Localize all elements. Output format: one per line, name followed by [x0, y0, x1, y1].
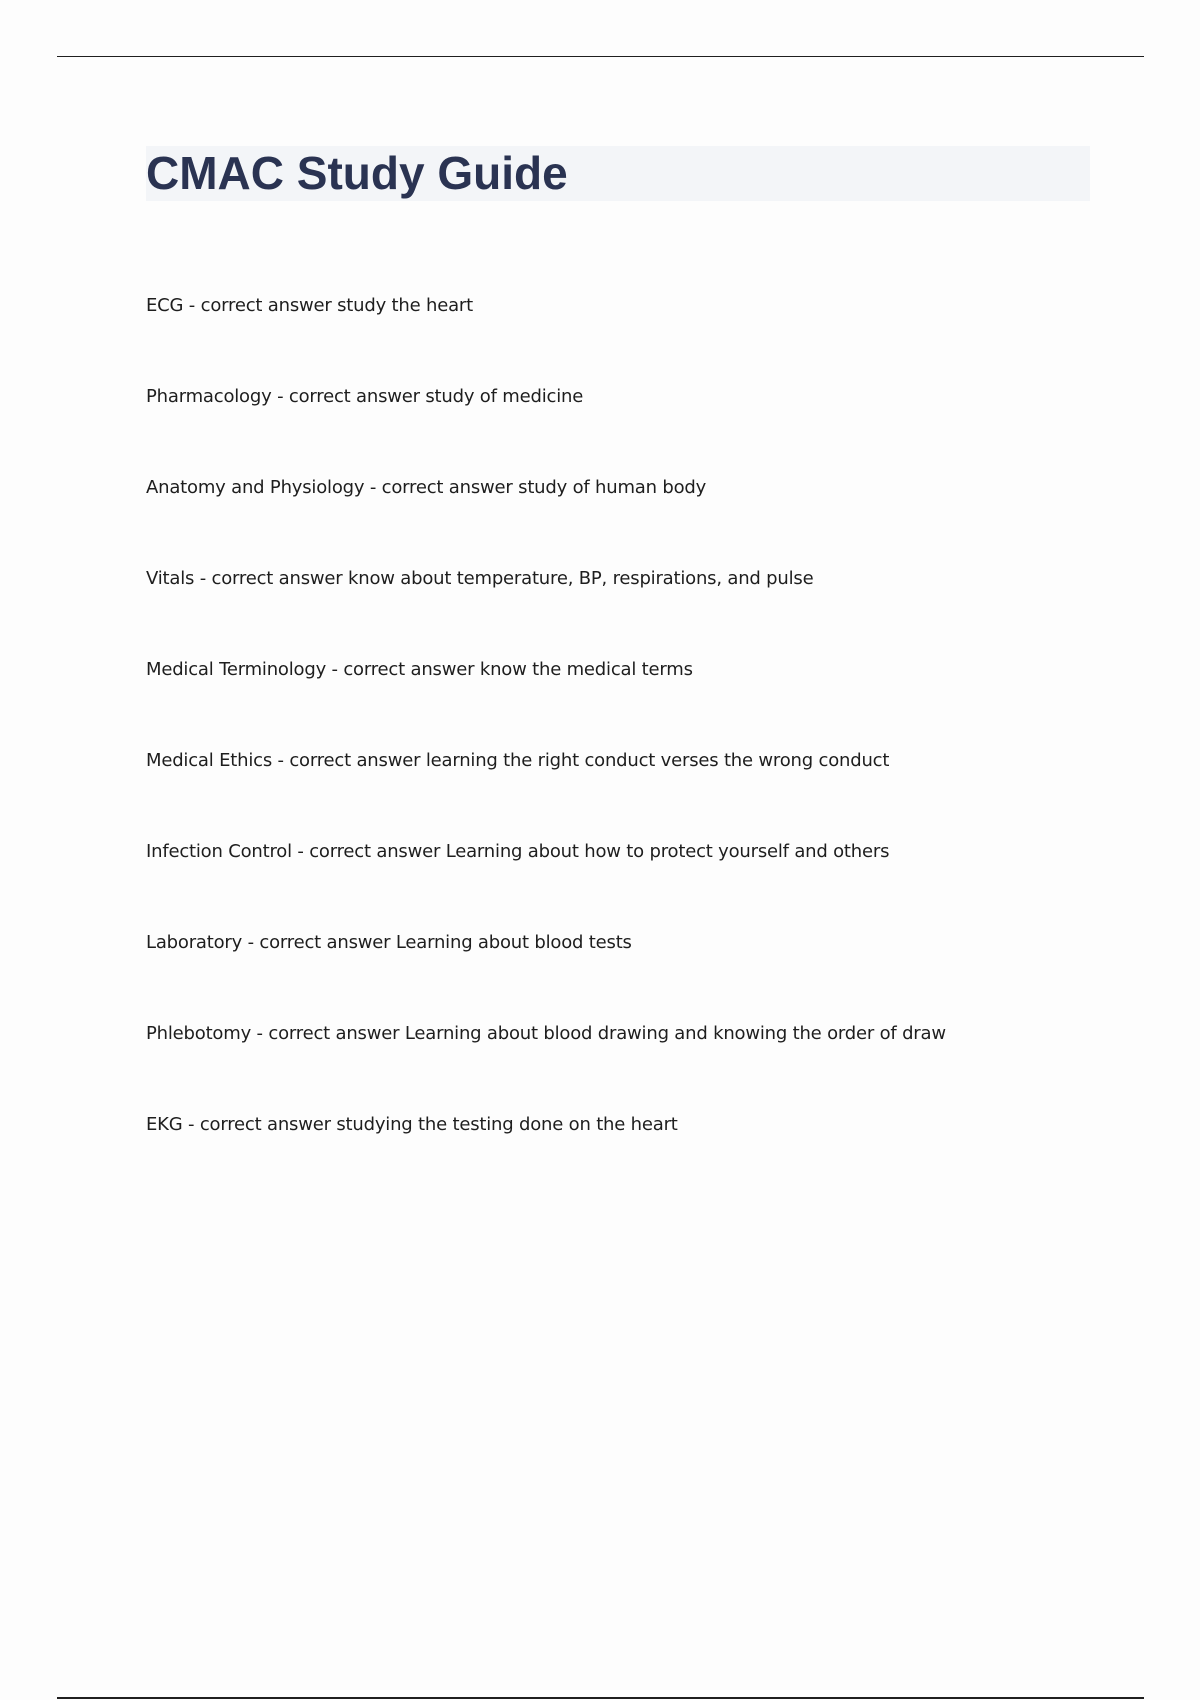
study-entry: Infection Control - correct answer Learning about how to protect yourself and others	[146, 841, 890, 862]
study-entry: Medical Ethics - correct answer learning the right conduct verses the wrong conduct	[146, 750, 890, 771]
bottom-divider	[57, 1697, 1144, 1699]
study-entry: EKG - correct answer studying the testing done on the heart	[146, 1114, 678, 1135]
top-divider	[57, 56, 1144, 57]
study-guide-entries	[146, 293, 1106, 1203]
study-entry: Vitals - correct answer know about temperature, BP, respirations, and pulse	[146, 568, 814, 589]
study-entry: Anatomy and Physiology - correct answer study of human body	[146, 477, 707, 498]
study-entry: Phlebotomy - correct answer Learning about blood drawing and knowing the order of draw	[146, 1023, 946, 1044]
study-entry: Pharmacology - correct answer study of medicine	[146, 386, 584, 407]
study-entry: Medical Terminology - correct answer know the medical terms	[146, 659, 693, 680]
study-entry: ECG - correct answer study the heart	[146, 295, 473, 316]
page-title: CMAC Study Guide	[146, 147, 568, 199]
study-entry: Laboratory - correct answer Learning about blood tests	[146, 932, 632, 953]
